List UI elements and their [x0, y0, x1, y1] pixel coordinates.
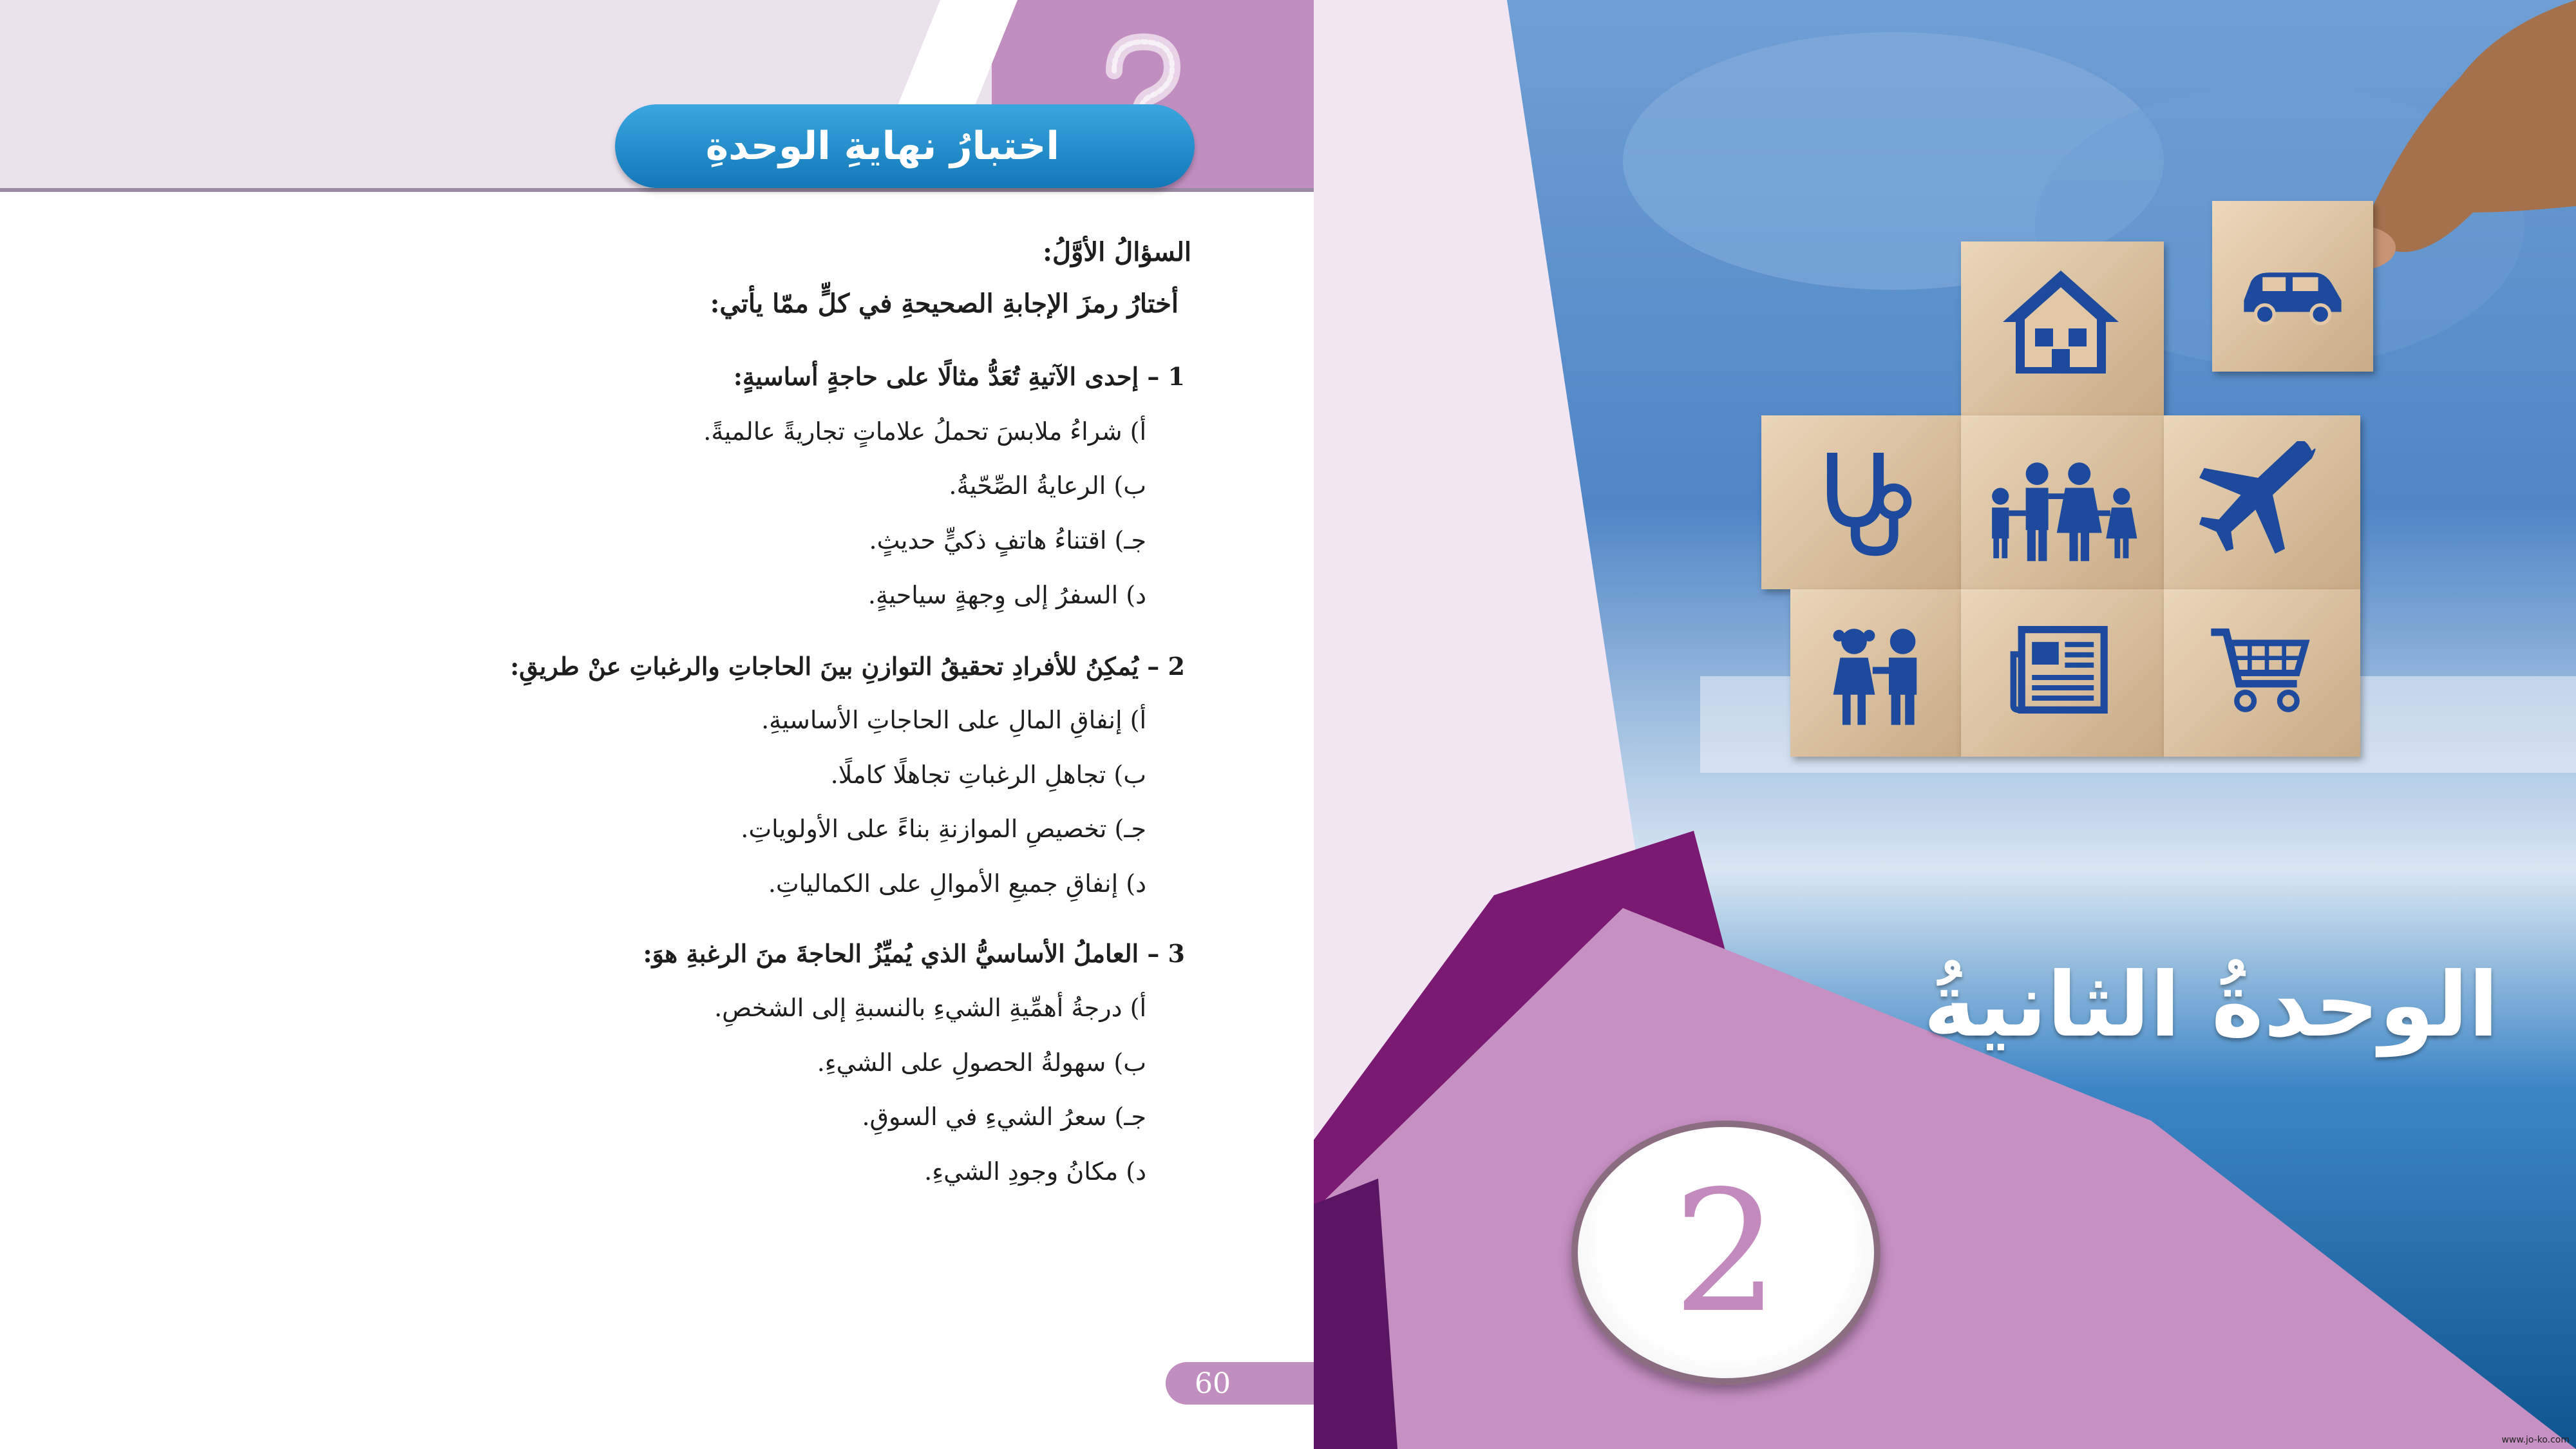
- car-icon: [2235, 256, 2351, 327]
- family-icon: [1977, 454, 2148, 567]
- question-1-option-c[interactable]: جـ) اقتناءُ هاتفٍ ذكيٍّ حديثٍ.: [869, 526, 1146, 554]
- right-page: [1314, 0, 2576, 1449]
- cube-children: [1790, 589, 1961, 757]
- cube-house: [1961, 242, 2164, 415]
- stethoscope-icon: [1803, 441, 1919, 557]
- unit-title: الوحدةُ الثانيةُ: [1923, 953, 2499, 1057]
- question-2-option-a[interactable]: أ) إنفاقِ المالِ على الحاجاتِ الأساسيةِ.: [761, 706, 1146, 734]
- question-1-option-a[interactable]: أ) شراءُ ملابسَ تحملُ علاماتٍ تجاريةً عالميةً.: [703, 417, 1146, 446]
- question-3-option-d[interactable]: د) مكانُ وجودِ الشيءِ.: [924, 1157, 1146, 1186]
- page-number: 60: [1166, 1362, 1314, 1405]
- question-3-option-a[interactable]: أ) درجةُ أهمِّيةِ الشيءِ بالنسبةِ إلى الشخصِ.: [714, 994, 1146, 1022]
- unit-number-badge: [1571, 1121, 1880, 1385]
- cube-stack: [1314, 0, 2576, 773]
- question-heading: السؤالُ الأوَّلُ:: [1043, 237, 1191, 267]
- cube-stethoscope: [1761, 415, 1961, 589]
- children-icon: [1819, 618, 1935, 734]
- question-2-option-c[interactable]: جـ) تخصيصِ الموازنةِ بناءً على الأولوياتِ.: [741, 815, 1146, 843]
- watermark: www.jo-ko.com: [2501, 1435, 2570, 1445]
- newspaper-icon: [2009, 621, 2112, 718]
- cube-newspaper: [1961, 589, 2164, 757]
- cube-car: [2212, 201, 2373, 372]
- question-3-option-b[interactable]: ب) سهولةُ الحصولِ على الشيءِ.: [817, 1048, 1146, 1077]
- question-2-option-d[interactable]: د) إنفاقِ جميعِ الأموالِ على الكمالياتِ.: [768, 869, 1146, 898]
- section-title: اختبارُ نهايةِ الوحدةِ: [705, 124, 1059, 169]
- question-3-stem: 3 – العاملُ الأساسيُّ الذي يُميِّزُ الحاجةَ منَ الرغبةِ هوَ:: [643, 939, 1185, 968]
- unit-number: 2: [1672, 1155, 1779, 1350]
- instruction-text: أختارُ رمزَ الإجابةِ الصحيحةِ في كلٍّ ممّا يأتي:: [710, 289, 1179, 319]
- section-title-banner: [615, 104, 1195, 188]
- house-icon: [1996, 264, 2125, 380]
- question-2-stem: 2 – يُمكِنُ للأفرادِ تحقيقُ التوازنِ بينَ الحاجاتِ والرغباتِ عنْ طريقِ:: [510, 652, 1185, 681]
- shopping-cart-icon: [2206, 621, 2315, 718]
- airplane-icon: [2199, 441, 2322, 564]
- cube-family: [1961, 415, 2164, 589]
- cube-cart: [2164, 589, 2360, 757]
- question-1-option-b[interactable]: ب) الرعايةُ الصِّحّيةُ.: [949, 471, 1146, 500]
- header-underline: [0, 188, 1314, 192]
- question-3-option-c[interactable]: جـ) سعرُ الشيءِ في السوقِ.: [862, 1103, 1146, 1131]
- question-1-stem: 1 – إحدى الآتيةِ تُعَدُّ مثالًا على حاجةٍ أساسيةٍ:: [733, 362, 1185, 391]
- question-2-option-b[interactable]: ب) تجاهلِ الرغباتِ تجاهلًا كاملًا.: [830, 761, 1146, 789]
- cube-airplane: [2164, 415, 2360, 589]
- question-1-option-d[interactable]: د) السفرُ إلى وِجهةٍ سياحيةٍ.: [867, 581, 1146, 609]
